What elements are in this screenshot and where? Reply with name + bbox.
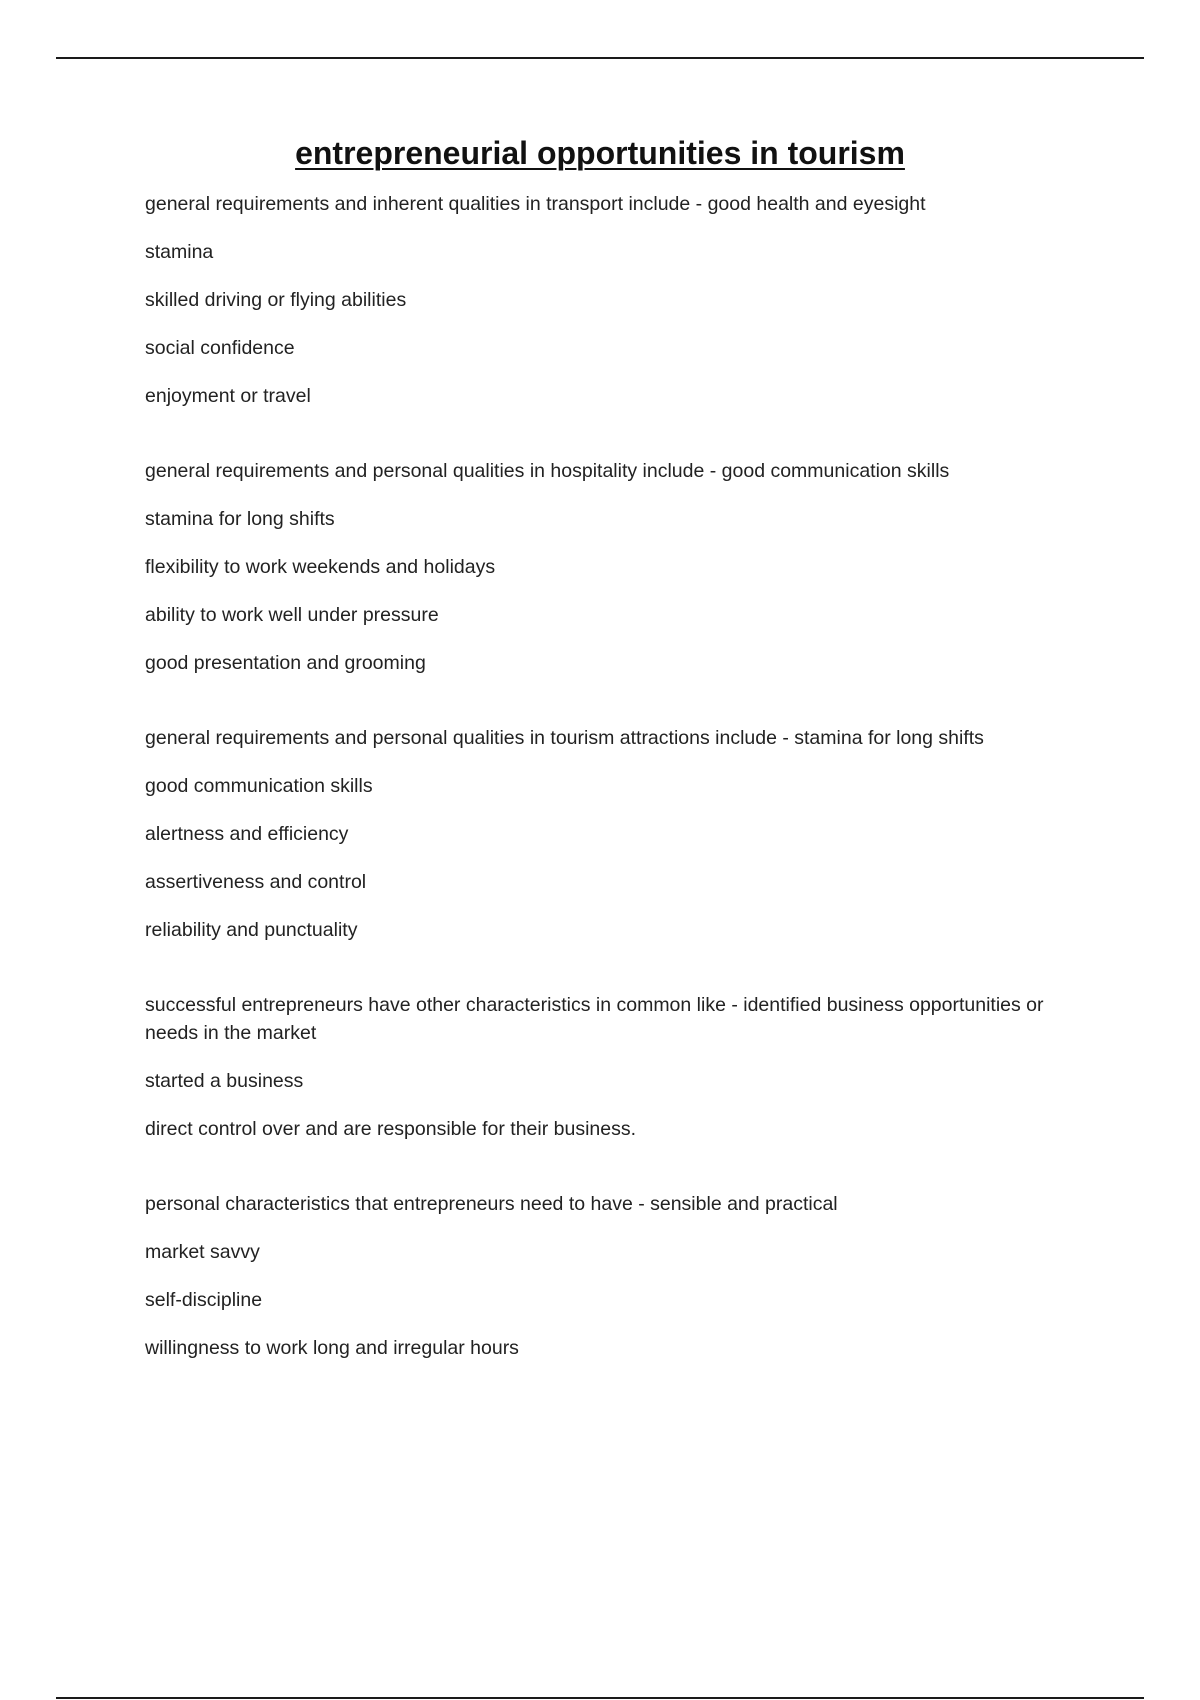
list-item: stamina xyxy=(145,241,214,263)
list-item: alertness and efficiency xyxy=(145,823,349,845)
list-item: good presentation and grooming xyxy=(145,652,426,674)
bottom-rule xyxy=(56,1697,1144,1699)
list-item: stamina for long shifts xyxy=(145,508,335,530)
list-item: enjoyment or travel xyxy=(145,385,311,407)
list-item: successful entrepreneurs have other characteristics in common like - identified business opportunities or needs in the market xyxy=(145,994,1044,1044)
list-item: good communication skills xyxy=(145,775,373,797)
document-body xyxy=(145,190,1095,1409)
section-hospitality xyxy=(145,457,1095,677)
list-item: self-discipline xyxy=(145,1289,263,1311)
list-item: market savvy xyxy=(145,1241,260,1263)
list-item: assertiveness and control xyxy=(145,871,367,893)
list-item: reliability and punctuality xyxy=(145,919,358,941)
list-item: ability to work well under pressure xyxy=(145,604,439,626)
list-item: direct control over and are responsible for their business. xyxy=(145,1118,637,1140)
top-rule xyxy=(56,57,1144,59)
section-personal-characteristics xyxy=(145,1190,1095,1362)
list-item: general requirements and personal qualities in hospitality include - good communication skills xyxy=(145,460,950,482)
list-item: willingness to work long and irregular hours xyxy=(145,1337,519,1359)
section-tourism-attractions xyxy=(145,724,1095,944)
section-transport xyxy=(145,190,1095,410)
list-item: social confidence xyxy=(145,337,295,359)
list-item: flexibility to work weekends and holidays xyxy=(145,556,496,578)
document-title: entrepreneurial opportunities in tourism xyxy=(295,135,905,171)
list-item: started a business xyxy=(145,1070,304,1092)
list-item: skilled driving or flying abilities xyxy=(145,289,407,311)
list-item: general requirements and inherent qualities in transport include - good health and eyesight xyxy=(145,193,926,215)
list-item: general requirements and personal qualities in tourism attractions include - stamina for long shifts xyxy=(145,727,984,749)
list-item: personal characteristics that entrepreneurs need to have - sensible and practical xyxy=(145,1193,838,1215)
section-successful-entrepreneurs xyxy=(145,991,1095,1143)
